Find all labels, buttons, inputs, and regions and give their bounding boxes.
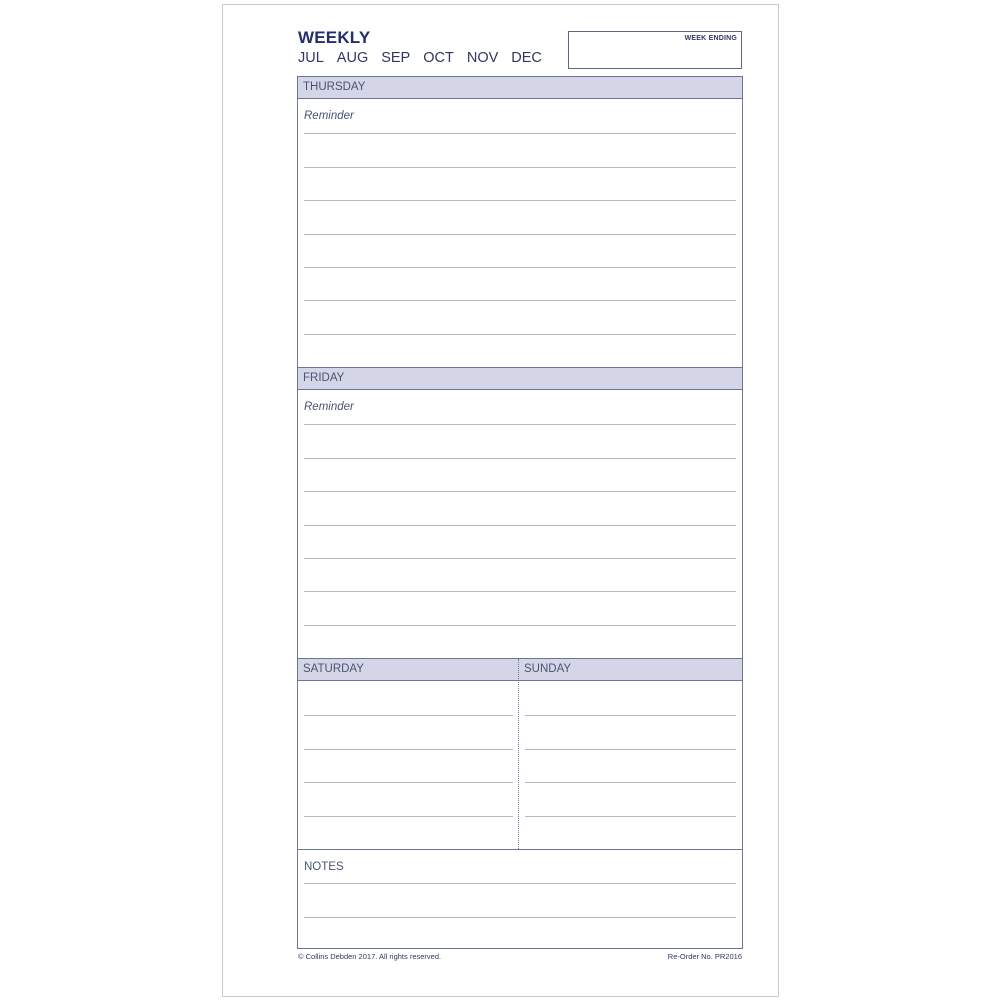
- writing-line[interactable]: [304, 558, 736, 559]
- writing-line[interactable]: [525, 715, 736, 716]
- month-label: JUL: [298, 50, 324, 66]
- notes-section: [297, 849, 743, 949]
- month-label: DEC: [511, 50, 542, 66]
- sunday-header: SUNDAY: [519, 659, 742, 681]
- week-ending-field[interactable]: [568, 31, 742, 69]
- day-divider: [518, 659, 519, 849]
- writing-line[interactable]: [304, 133, 736, 134]
- week-ending-label: WEEK ENDING: [684, 35, 737, 42]
- saturday-section: [297, 658, 520, 850]
- writing-line[interactable]: [304, 234, 736, 235]
- month-label: OCT: [423, 50, 454, 66]
- writing-line[interactable]: [525, 816, 736, 817]
- page-title: WEEKLY: [298, 28, 371, 47]
- writing-line[interactable]: [304, 782, 513, 783]
- friday-section: [297, 367, 743, 659]
- reorder-number: Re-Order No. PR2016: [667, 952, 742, 961]
- writing-line[interactable]: [304, 334, 736, 335]
- notes-label: NOTES: [304, 861, 344, 873]
- month-label: AUG: [336, 50, 369, 66]
- writing-line[interactable]: [304, 625, 736, 626]
- writing-line[interactable]: [304, 424, 736, 425]
- writing-line[interactable]: [304, 883, 736, 884]
- month-label: SEP: [381, 50, 411, 66]
- writing-line[interactable]: [525, 749, 736, 750]
- writing-line[interactable]: [304, 300, 736, 301]
- writing-line[interactable]: [304, 816, 513, 817]
- writing-line[interactable]: [304, 591, 736, 592]
- writing-line[interactable]: [304, 715, 513, 716]
- thursday-reminder-label: Reminder: [304, 110, 354, 122]
- writing-line[interactable]: [525, 782, 736, 783]
- writing-line[interactable]: [304, 749, 513, 750]
- friday-reminder-label: Reminder: [304, 401, 354, 413]
- saturday-header: SATURDAY: [298, 659, 519, 681]
- writing-line[interactable]: [304, 917, 736, 918]
- month-list: [298, 50, 542, 66]
- writing-line[interactable]: [304, 167, 736, 168]
- thursday-section: [297, 76, 743, 368]
- copyright-text: © Collins Debden 2017. All rights reserved.: [298, 952, 442, 961]
- sunday-section: [519, 658, 743, 850]
- thursday-header: THURSDAY: [298, 77, 742, 99]
- friday-header: FRIDAY: [298, 368, 742, 390]
- writing-line[interactable]: [304, 491, 736, 492]
- writing-line[interactable]: [304, 525, 736, 526]
- writing-line[interactable]: [304, 200, 736, 201]
- writing-line[interactable]: [304, 267, 736, 268]
- writing-line[interactable]: [304, 458, 736, 459]
- month-label: NOV: [466, 50, 499, 66]
